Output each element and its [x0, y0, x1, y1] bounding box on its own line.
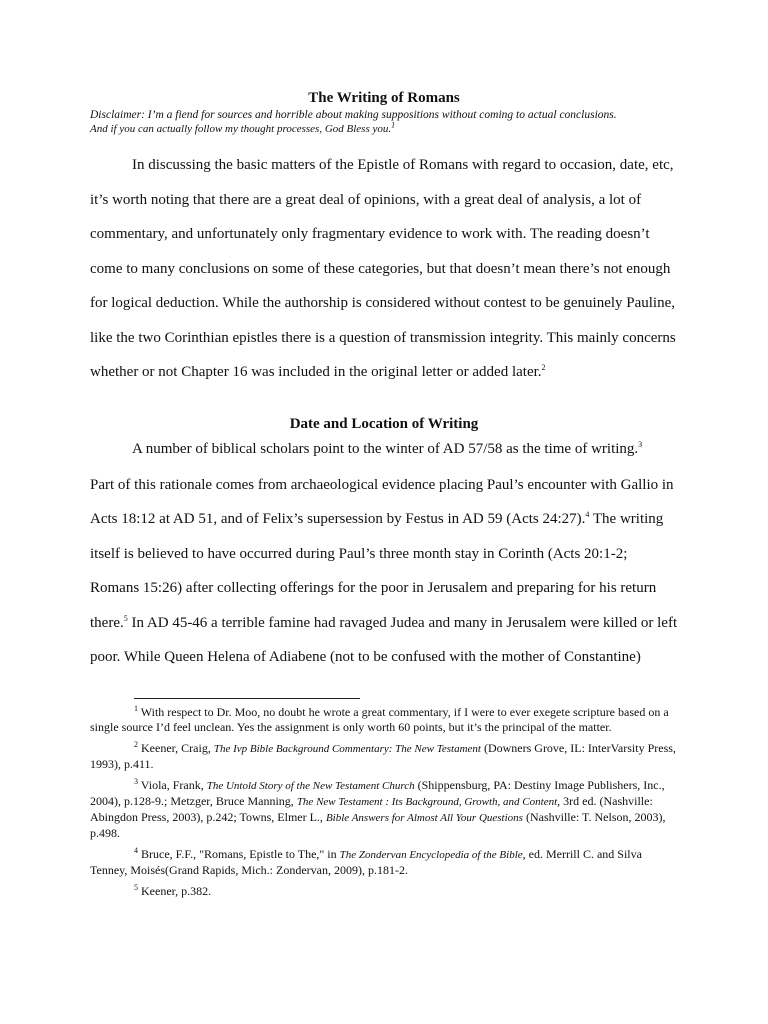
disclaimer-text-2: And if you can actually follow my thought processes, God Bless you. — [90, 123, 392, 135]
document-title: The Writing of Romans — [308, 90, 460, 106]
footnote-number: 5 — [134, 883, 138, 892]
footnote-ref: 2 — [541, 363, 546, 372]
footnote-text: (Downers Grove, IL: InterVarsity Press, 1993), p.411. — [90, 741, 676, 771]
footnote-4 — [90, 847, 680, 878]
disclaimer-line-1 — [90, 108, 678, 122]
footnote-text: (Nashville: T. Nelson, 2003), p.498. — [90, 810, 666, 840]
footnote-1 — [90, 705, 680, 735]
footnote-title: The New Testament : Its Background, Growth, and Content — [296, 796, 558, 808]
footnote-ref: 1 — [391, 120, 396, 130]
footnote-text: , ed. Merrill C. and Silva Tenney, Moisés(Grand Rapids, Mich.: Zondervan, 2009), p.181-2. — [90, 847, 642, 877]
section-text-2: Part of this rationale comes from archaeological evidence placing Paul’s encounter with Gallio in Acts 18:12 at AD 51, and of Felix’s supersession by Festus in AD 59 (Acts 24:27). — [90, 476, 674, 527]
footnote-number: 2 — [134, 740, 138, 749]
footnote-text: Bruce, F.F., "Romans, Epistle to The," in — [138, 847, 340, 861]
footnote-text: Keener, p.382. — [138, 884, 212, 898]
footnote-title: The Untold Story of the New Testament Church — [206, 780, 415, 792]
footnote-ref: 3 — [638, 439, 643, 449]
footnote-text: Viola, Frank, — [138, 778, 207, 792]
footnote-number: 1 — [134, 704, 138, 713]
footnotes — [90, 698, 680, 905]
footnote-text: Keener, Craig, — [138, 741, 214, 755]
footnote-text: (Shippensburg, PA: Destiny Image Publishers, Inc., 2004), p.128-9.; Metzger, Bruce Manning, — [90, 778, 665, 808]
footnote-title: The Zondervan Encyclopedia of the Bible — [339, 849, 523, 861]
section-heading: Date and Location of Writing — [289, 415, 479, 432]
section-paragraph-cont — [90, 468, 678, 675]
section-text-3: The writing itself is believed to have occurred during Paul’s three month stay in Corinth (Acts 20:1-2; Romans 15:26) after collecting offerings for the poor in Jerusalem and preparing for his return there. — [90, 511, 664, 631]
footnote-5 — [90, 884, 680, 899]
section-text-4: In AD 45-46 a terrible famine had ravaged Judea and many in Jerusalem were killed or left poor. While Queen Helena of Adiabene (not to be confused with the mother of Constantine) — [90, 614, 678, 665]
disclaimer-line-2 — [90, 122, 678, 136]
footnote-ref: 4 — [585, 510, 590, 519]
intro-paragraph — [90, 148, 678, 390]
footnote-number: 3 — [134, 777, 138, 786]
document-page — [90, 88, 678, 675]
footnote-2 — [90, 741, 680, 772]
intro-section — [90, 148, 678, 390]
footnote-title: Bible Answers for Almost All Your Questions — [325, 812, 523, 824]
section-paragraph — [90, 434, 678, 464]
footnote-text: , 3rd ed. (Nashville: Abingdon Press, 2003), p.242; Towns, Elmer L., — [90, 794, 653, 824]
footnote-text: With respect to Dr. Moo, no doubt he wrote a great commentary, if I were to ever exegete scripture based on a single source I’d feel unclean. Yes the assignment is only worth 60 points, but it’s the principal of the matter. — [90, 705, 669, 734]
footnote-number: 4 — [134, 846, 138, 855]
footnote-ref: 5 — [123, 613, 128, 623]
intro-text: In discussing the basic matters of the Epistle of Romans with regard to occasion, date, etc, it’s worth noting that there are a great deal of opinions, with a great deal of analysis, a lot of commentary, and unfortunately only fragmentary evidence to work with. The reading doesn’t come to many conclusions on some of these categories, but that doesn’t mean there’s not enough for logical deduction. While the authorship is considered without contest to be genuinely Pauline, like the two Corinthian epistles there is a question of transmission integrity. This mainly concerns whether or not Chapter 16 was included in the original letter or added later. — [90, 157, 676, 380]
footnote-title: The Ivp Bible Background Commentary: The New Testament — [213, 743, 481, 755]
disclaimer-text: Disclaimer: I’m a fiend for sources and horrible about making suppositions without coming to actual conclusions. — [90, 109, 617, 121]
footnote-3 — [90, 778, 680, 841]
section-text-1: A number of biblical scholars point to the winter of AD 57/58 as the time of writing. — [132, 440, 639, 457]
date-location-section — [90, 434, 678, 675]
footnote-divider — [134, 698, 360, 699]
